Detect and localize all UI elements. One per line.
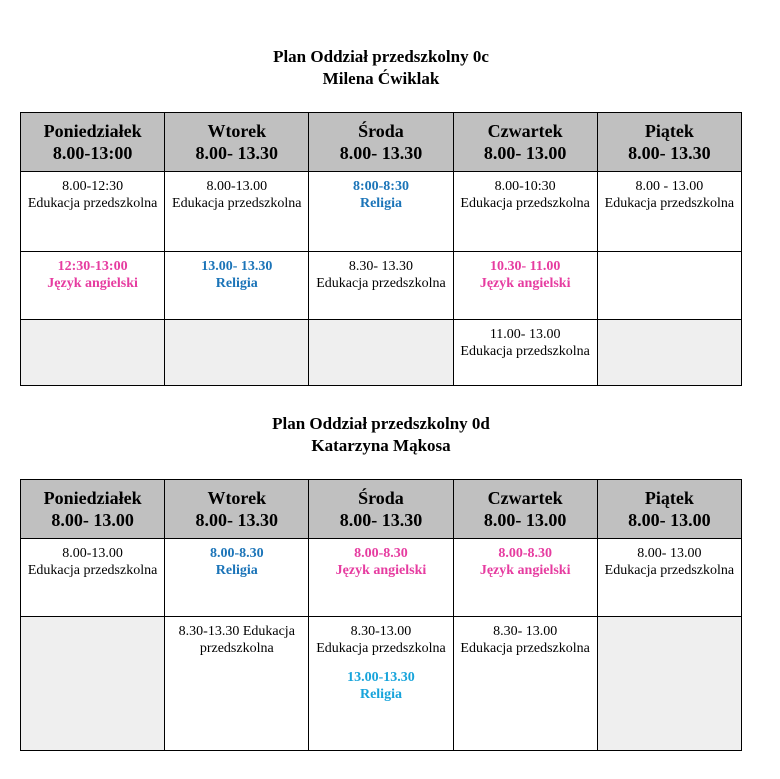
lesson-cell	[165, 172, 309, 252]
day-hours: 8.00- 13.30	[195, 510, 279, 530]
lesson-time: 13.00- 13.30	[201, 259, 273, 274]
day-name: Wtorek	[207, 488, 267, 508]
empty-cell	[597, 617, 741, 751]
lesson-cell	[309, 539, 453, 617]
lesson-subject: Edukacja przedszkolna	[604, 196, 735, 211]
lesson-subject: Edukacja przedszkolna	[316, 276, 446, 291]
lesson-time: 8.30-13.00	[350, 624, 412, 639]
lesson-subject-2: Religia	[359, 687, 402, 702]
lesson-time-2: 13.00-13.30	[347, 670, 415, 685]
lesson-subject: Edukacja przedszkolna	[27, 563, 158, 578]
day-name: Środa	[358, 121, 404, 141]
lesson-time: 11.00- 13.00	[489, 327, 561, 342]
lesson-time: 8.00 - 13.00	[635, 179, 704, 194]
day-header-wednesday	[309, 113, 453, 172]
lesson-subject: Język angielski	[479, 563, 571, 578]
empty-cell	[165, 320, 309, 386]
lesson-time: 8.00-8.30	[354, 546, 408, 561]
plan-0d-table	[20, 479, 742, 751]
day-hours: 8.00- 13.30	[339, 510, 423, 530]
lesson-time: 8.00-8.30	[209, 546, 264, 561]
plan-0c-teacher: Milena Ćwiklak	[322, 69, 440, 88]
day-header-tuesday	[165, 480, 309, 539]
day-hours: 8.00- 13.00	[51, 510, 134, 530]
lesson-cell	[165, 252, 309, 320]
day-hours: 8.00- 13.00	[483, 510, 567, 530]
lesson-time: 8.30- 13.00	[493, 624, 558, 639]
empty-cell	[21, 320, 165, 386]
day-name: Środa	[358, 488, 404, 508]
empty-cell	[21, 617, 165, 751]
day-header-monday	[21, 480, 165, 539]
day-header-monday	[21, 113, 165, 172]
day-hours: 8.00- 13.00	[483, 143, 567, 163]
lesson-cell	[597, 539, 741, 617]
day-hours: 8.00- 13.30	[339, 143, 423, 163]
day-hours: 8.00- 13.30	[628, 143, 711, 163]
lesson-time: 8.00-8.30	[498, 546, 552, 561]
day-header-wednesday	[309, 480, 453, 539]
lesson-cell	[453, 320, 597, 386]
spacer	[313, 657, 448, 669]
day-name: Piątek	[644, 488, 694, 508]
lesson-time: 8:00-8:30	[352, 179, 409, 194]
lesson-cell	[597, 172, 741, 252]
day-name: Czwartek	[487, 488, 563, 508]
plan-0c-heading	[0, 46, 762, 90]
day-header-thursday	[453, 480, 597, 539]
lesson-subject: Język angielski	[47, 276, 138, 291]
lesson-cell	[309, 172, 453, 252]
lesson-cell	[21, 539, 165, 617]
lesson-subject: Język angielski	[335, 563, 427, 578]
lesson-time: 8.00-13.00	[206, 179, 268, 194]
lesson-time: 10.30- 11.00	[489, 259, 561, 274]
lesson-subject: Religia	[215, 276, 258, 291]
lesson-cell	[165, 617, 309, 751]
day-name: Poniedziałek	[43, 121, 142, 141]
lesson-subject: Edukacja przedszkolna	[604, 563, 735, 578]
lesson-time: 12:30-13:00	[57, 259, 128, 274]
day-name: Poniedziałek	[43, 488, 142, 508]
lesson-subject: Edukacja przedszkolna	[27, 196, 158, 211]
plan-0c-row-3	[21, 320, 742, 386]
lesson-time: 8.00-10:30	[494, 179, 556, 194]
lesson-cell	[21, 252, 165, 320]
day-header-tuesday	[165, 113, 309, 172]
plan-0d-teacher: Katarzyna Mąkosa	[311, 436, 451, 455]
plan-0d-title: Plan Oddział przedszkolny 0d	[272, 414, 490, 433]
plan-0c-header-row	[21, 113, 742, 172]
lesson-cell	[453, 252, 597, 320]
day-header-friday	[597, 113, 741, 172]
plan-0d-header-row	[21, 480, 742, 539]
day-hours: 8.00- 13.00	[628, 510, 711, 530]
lesson-cell	[165, 539, 309, 617]
day-name: Czwartek	[487, 121, 563, 141]
plan-0c-row-2	[21, 252, 742, 320]
day-hours: 8.00- 13.30	[195, 143, 279, 163]
lesson-subject: Edukacja przedszkolna	[460, 344, 590, 359]
lesson-subject: Religia	[359, 196, 402, 211]
lesson-cell	[453, 539, 597, 617]
day-name: Piątek	[644, 121, 694, 141]
day-header-friday	[597, 480, 741, 539]
lesson-subject: Edukacja przedszkolna	[460, 641, 590, 656]
lesson-subject: Edukacja przedszkolna	[172, 196, 302, 211]
plan-0c-table	[20, 112, 742, 386]
empty-cell	[309, 320, 453, 386]
lesson-subject: Edukacja przedszkolna	[460, 196, 590, 211]
lesson-cell	[453, 172, 597, 252]
plan-0d-row-2	[21, 617, 742, 751]
lesson-time: 8.30- 13.30	[348, 259, 414, 274]
lesson-text: 8.30-13.30 Edukacja przedszkolna	[178, 624, 295, 656]
lesson-time: 8.00-12:30	[62, 179, 124, 194]
lesson-time: 8.00- 13.00	[637, 546, 702, 561]
lesson-subject: Religia	[215, 563, 258, 578]
day-name: Wtorek	[207, 121, 267, 141]
lesson-cell	[21, 172, 165, 252]
lesson-subject: Edukacja przedszkolna	[316, 641, 446, 656]
lesson-cell	[309, 252, 453, 320]
plan-0c-row-1	[21, 172, 742, 252]
lesson-cell	[453, 617, 597, 751]
lesson-cell	[309, 617, 453, 751]
empty-cell	[597, 252, 741, 320]
plan-0d-row-1	[21, 539, 742, 617]
day-header-thursday	[453, 113, 597, 172]
lesson-subject: Język angielski	[479, 276, 571, 291]
plan-0d-heading	[0, 413, 762, 457]
day-hours: 8.00-13:00	[52, 143, 133, 163]
lesson-time: 8.00-13.00	[62, 546, 123, 561]
plan-0c-title: Plan Oddział przedszkolny 0c	[273, 47, 489, 66]
empty-cell	[597, 320, 741, 386]
